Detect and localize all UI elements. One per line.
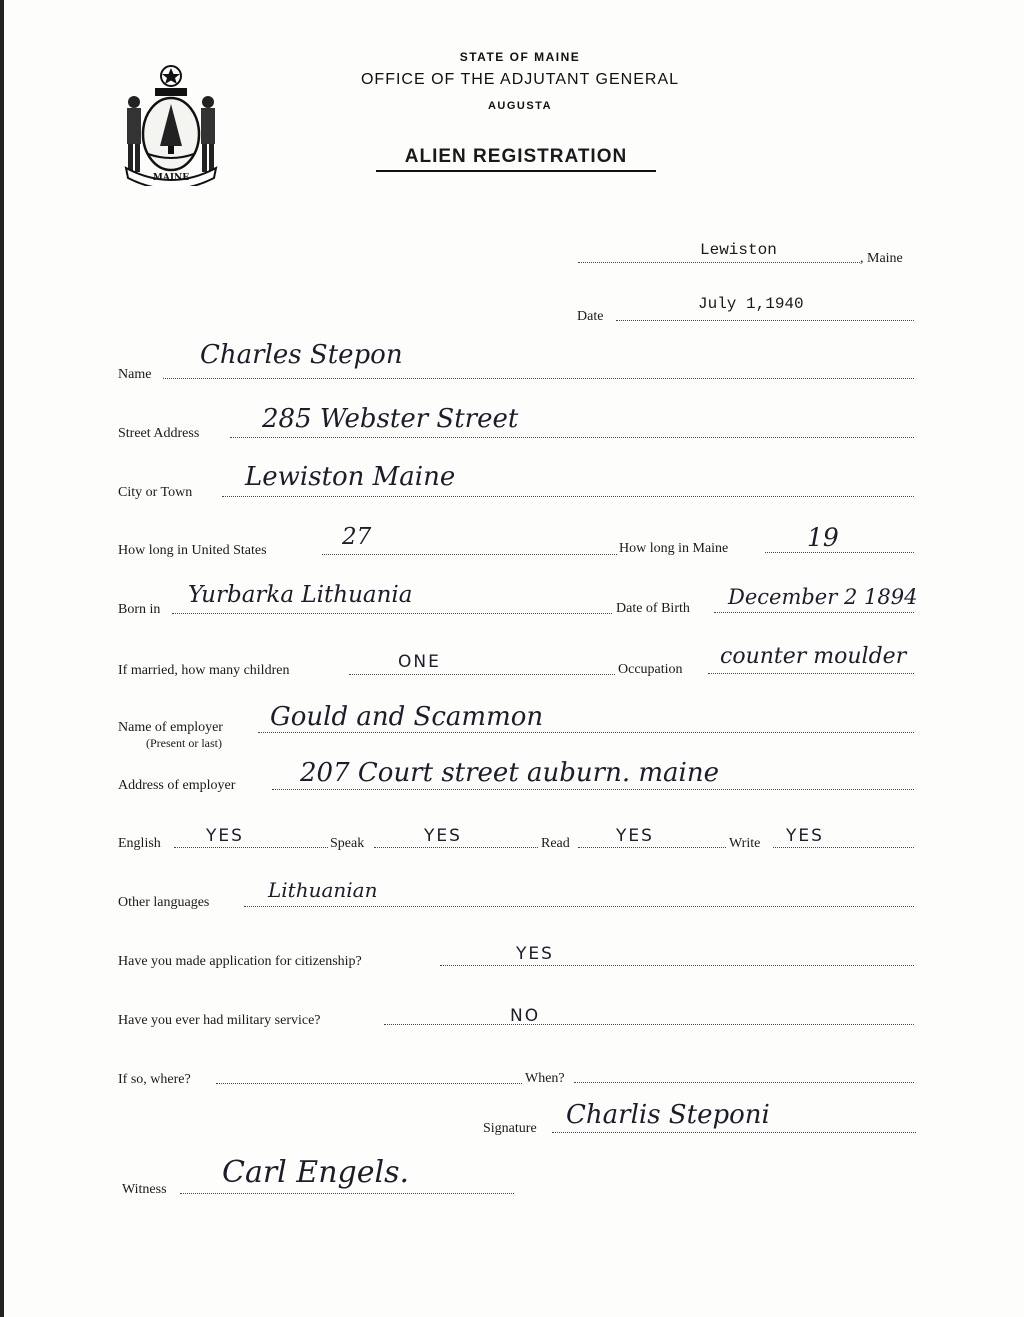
header-state: STATE OF MAINE: [459, 50, 581, 64]
read-value: YES: [616, 826, 654, 846]
employer-value: Gould and Scammon: [270, 702, 544, 732]
write-line: [773, 847, 914, 848]
header-office: OFFICE OF THE ADJUTANT GENERAL: [360, 71, 680, 88]
scan-edge: [0, 0, 4, 1317]
born-in-line: [172, 613, 612, 614]
english-line: [174, 847, 328, 848]
state-seal-icon: [118, 62, 224, 186]
city-value: Lewiston Maine: [245, 462, 456, 492]
witness-label: Witness: [122, 1182, 167, 1197]
occupation-line: [708, 673, 914, 674]
how-long-us-value: 27: [342, 524, 372, 550]
occupation-label: Occupation: [618, 662, 683, 677]
date-label: Date: [577, 309, 604, 324]
signature-label: Signature: [483, 1121, 537, 1136]
witness-line: [180, 1193, 514, 1194]
employer-label: Name of employer: [118, 720, 223, 735]
write-label: Write: [729, 836, 761, 851]
how-long-us-label: How long in United States: [118, 543, 267, 558]
date-line: [616, 320, 914, 321]
employer-sublabel: (Present or last): [146, 736, 222, 750]
employer-address-line: [272, 789, 914, 790]
born-in-label: Born in: [118, 602, 161, 617]
military-line: [384, 1024, 914, 1025]
name-line: [163, 378, 914, 379]
military-value: NO: [510, 1006, 541, 1026]
place-label: , Maine: [860, 251, 903, 266]
read-label: Read: [541, 836, 570, 851]
other-languages-value: Lithuanian: [268, 878, 378, 902]
date-value: July 1,1940: [698, 295, 804, 313]
english-label: English: [118, 836, 161, 851]
other-languages-label: Other languages: [118, 895, 210, 910]
speak-label: Speak: [330, 836, 365, 851]
signature-value: Charlis Steponi: [566, 1100, 770, 1130]
name-label: Name: [118, 367, 152, 382]
dob-line: [714, 612, 914, 613]
citizenship-value: YES: [516, 944, 554, 964]
place-line: [578, 262, 860, 263]
when-line: [574, 1082, 914, 1083]
speak-line: [374, 847, 538, 848]
speak-value: YES: [424, 826, 462, 846]
when-label: When?: [525, 1071, 565, 1086]
form-title: ALIEN REGISTRATION: [376, 146, 656, 172]
employer-address-value: 207 Court street auburn. maine: [300, 758, 719, 788]
witness-value: Carl Engels.: [222, 1155, 410, 1190]
children-line: [349, 674, 615, 675]
children-label: If married, how many children: [118, 663, 290, 678]
citizenship-line: [440, 965, 914, 966]
where-line: [216, 1083, 522, 1084]
how-long-maine-value: 19: [807, 523, 839, 552]
dob-label: Date of Birth: [616, 601, 690, 616]
other-languages-line: [244, 906, 914, 907]
name-value: Charles Stepon: [200, 340, 403, 370]
signature-line: [552, 1132, 916, 1133]
seal-banner-text: MAINE: [152, 173, 190, 183]
citizenship-label: Have you made application for citizenship?: [118, 954, 362, 969]
street-line: [230, 437, 914, 438]
street-value: 285 Webster Street: [262, 404, 519, 434]
header-city: AUGUSTA: [487, 100, 553, 112]
occupation-value: counter moulder: [720, 644, 907, 669]
city-label: City or Town: [118, 485, 193, 500]
read-line: [578, 847, 726, 848]
military-label: Have you ever had military service?: [118, 1013, 321, 1028]
write-value: YES: [786, 826, 824, 846]
place-value: Lewiston: [700, 241, 777, 259]
city-line: [222, 496, 914, 497]
how-long-maine-line: [765, 552, 914, 553]
street-label: Street Address: [118, 426, 200, 441]
how-long-us-line: [322, 554, 617, 555]
how-long-maine-label: How long in Maine: [619, 541, 729, 556]
born-in-value: Yurbarka Lithuania: [188, 582, 413, 608]
employer-line: [258, 732, 914, 733]
children-value: ONE: [398, 652, 441, 672]
english-value: YES: [206, 826, 244, 846]
dob-value: December 2 1894: [728, 585, 918, 609]
where-label: If so, where?: [118, 1072, 191, 1087]
employer-address-label: Address of employer: [118, 778, 236, 793]
